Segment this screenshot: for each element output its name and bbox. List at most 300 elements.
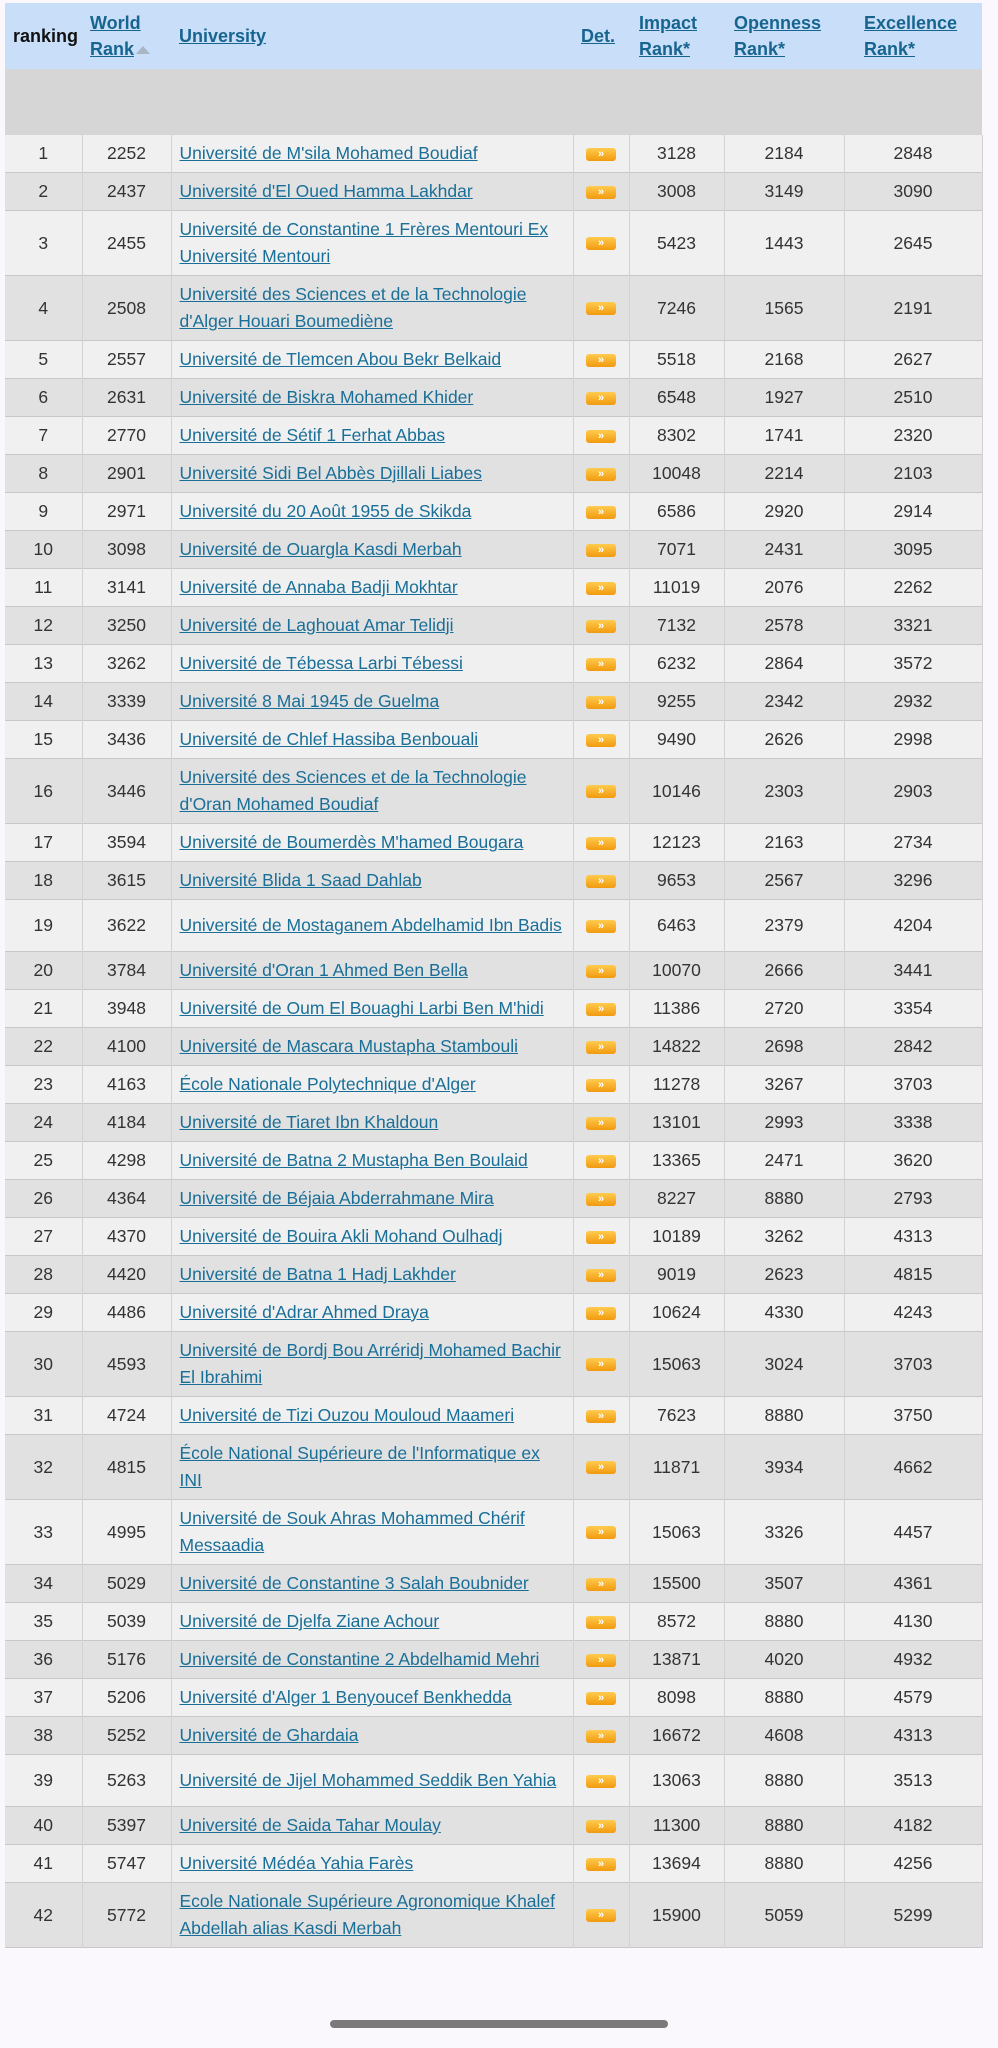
header-openness-rank[interactable] [724,3,844,69]
rank-cell: 6 [5,379,82,417]
world-rank-cell: 4995 [82,1500,171,1565]
university-link[interactable]: Université de Constantine 2 Abdelhamid Mehri [179,1649,540,1669]
header-det[interactable] [573,3,629,69]
table-row [5,645,982,683]
impact-rank-cell: 8572 [629,1603,724,1641]
impact-label-2: Rank* [639,39,691,59]
impact-rank-cell: 5518 [629,341,724,379]
university-link[interactable]: Université de Djelfa Ziane Achour [179,1611,440,1631]
university-cell [171,1218,573,1256]
university-link[interactable]: Université de Ouargla Kasdi Merbah [179,539,462,559]
world-rank-cell: 5206 [82,1679,171,1717]
table-row [5,417,982,455]
university-link[interactable]: Université Blida 1 Saad Dahlab [179,870,422,890]
rank-cell: 4 [5,276,82,341]
details-button[interactable]: » [586,1730,616,1743]
det-cell [573,417,629,455]
university-link[interactable]: Université de Annaba Badji Mokhtar [179,577,458,597]
excellence-rank-cell: 4313 [844,1218,982,1256]
impact-rank-cell: 13101 [629,1104,724,1142]
details-button[interactable]: » [586,785,616,798]
details-button[interactable]: » [586,734,616,747]
det-cell [573,173,629,211]
impact-rank-cell: 12123 [629,824,724,862]
impact-rank-cell: 9019 [629,1256,724,1294]
university-link[interactable]: Université de Biskra Mohamed Khider [179,387,474,407]
world-rank-cell: 3615 [82,862,171,900]
details-button[interactable]: » [586,237,616,250]
table-row [5,990,982,1028]
university-link[interactable]: Université des Sciences et de la Technologie d'Alger Houari Boumediène [179,284,527,331]
det-cell [573,1807,629,1845]
rank-cell: 14 [5,683,82,721]
impact-rank-cell: 8302 [629,417,724,455]
world-rank-cell: 2557 [82,341,171,379]
details-button[interactable]: » [586,1410,616,1423]
university-link[interactable]: Université de Tébessa Larbi Tébessi [179,653,463,673]
openness-rank-cell: 4020 [724,1641,844,1679]
det-cell [573,900,629,952]
openness-rank-cell: 2303 [724,759,844,824]
det-cell [573,1142,629,1180]
header-world-rank[interactable] [82,3,171,69]
world-rank-cell: 4298 [82,1142,171,1180]
university-link[interactable]: Université de M'sila Mohamed Boudiaf [179,143,478,163]
details-button[interactable]: » [586,1041,616,1054]
rank-cell: 42 [5,1883,82,1948]
header-divider [5,69,982,135]
openness-rank-cell: 2720 [724,990,844,1028]
university-cell [171,645,573,683]
university-cell [171,1066,573,1104]
details-button[interactable]: » [586,506,616,519]
world-rank-cell: 4420 [82,1256,171,1294]
table-row [5,1641,982,1679]
table-row [5,900,982,952]
table-row [5,607,982,645]
university-cell [171,607,573,645]
ranking-table-container [5,3,982,1948]
world-rank-cell: 4184 [82,1104,171,1142]
det-cell [573,1679,629,1717]
impact-label-1: Impact [639,13,698,33]
openness-rank-cell: 2864 [724,645,844,683]
det-cell [573,1603,629,1641]
excellence-rank-cell: 2510 [844,379,982,417]
university-link[interactable]: Université d'Oran 1 Ahmed Ben Bella [179,960,468,980]
det-cell [573,1565,629,1603]
openness-rank-cell: 2578 [724,607,844,645]
openness-rank-cell: 2626 [724,721,844,759]
university-link[interactable]: Université des Sciences et de la Technologie d'Oran Mohamed Boudiaf [179,767,527,814]
rank-cell: 30 [5,1332,82,1397]
details-button[interactable]: » [586,1909,616,1922]
world-rank-cell: 4163 [82,1066,171,1104]
table-row [5,1603,982,1641]
world-rank-cell: 5252 [82,1717,171,1755]
university-link[interactable]: Université Médéa Yahia Farès [179,1853,414,1873]
rank-cell: 18 [5,862,82,900]
openness-rank-cell: 3149 [724,173,844,211]
openness-rank-cell: 8880 [724,1397,844,1435]
impact-rank-cell: 9490 [629,721,724,759]
university-link[interactable]: Université de Tizi Ouzou Mouloud Maameri [179,1405,515,1425]
details-button[interactable]: » [586,1155,616,1168]
university-cell [171,824,573,862]
excellence-rank-cell: 4182 [844,1807,982,1845]
rank-cell: 17 [5,824,82,862]
university-link[interactable]: Université de Mostaganem Abdelhamid Ibn Badis [179,915,562,935]
world-rank-cell: 2455 [82,211,171,276]
university-link[interactable]: Université de Mascara Mustapha Stambouli [179,1036,518,1056]
excellence-sort-link[interactable] [864,13,957,59]
world-rank-label-1: World [90,13,141,33]
det-cell [573,1294,629,1332]
university-link[interactable]: Université de Batna 2 Mustapha Ben Boulaid [179,1150,528,1170]
university-cell [171,900,573,952]
university-link[interactable]: Université de Oum El Bouaghi Larbi Ben M'hidi [179,998,544,1018]
world-rank-cell: 2901 [82,455,171,493]
university-cell [171,1397,573,1435]
university-link[interactable]: Université de Laghouat Amar Telidji [179,615,454,635]
details-button[interactable]: » [586,1231,616,1244]
details-button[interactable]: » [586,1461,616,1474]
excellence-rank-cell: 2842 [844,1028,982,1066]
table-row [5,1256,982,1294]
table-row [5,1679,982,1717]
excellence-rank-cell: 2191 [844,276,982,341]
impact-rank-cell: 13365 [629,1142,724,1180]
excellence-rank-cell: 2848 [844,135,982,173]
excellence-rank-cell: 3750 [844,1397,982,1435]
rank-cell: 37 [5,1679,82,1717]
details-button[interactable]: » [586,1079,616,1092]
table-row [5,1845,982,1883]
university-link[interactable]: École Nationale Polytechnique d'Alger [179,1074,476,1094]
world-rank-cell: 3250 [82,607,171,645]
det-cell [573,759,629,824]
university-link[interactable]: Université de Souk Ahras Mohammed Chérif Messaadia [179,1508,525,1555]
openness-rank-cell: 1741 [724,417,844,455]
excellence-rank-cell: 3354 [844,990,982,1028]
impact-rank-cell: 7623 [629,1397,724,1435]
university-cell [171,1679,573,1717]
details-button[interactable]: » [586,1654,616,1667]
world-rank-cell: 5029 [82,1565,171,1603]
det-cell [573,569,629,607]
details-button[interactable]: » [586,837,616,850]
impact-rank-cell: 7246 [629,276,724,341]
table-body [5,135,982,1948]
details-button[interactable]: » [586,920,616,933]
details-button[interactable]: » [586,1358,616,1371]
university-link[interactable]: Université de Jijel Mohammed Seddik Ben Yahia [179,1770,557,1790]
det-cell [573,1332,629,1397]
openness-rank-cell: 5059 [724,1883,844,1948]
impact-rank-cell: 10070 [629,952,724,990]
university-cell [171,417,573,455]
excellence-rank-cell: 3338 [844,1104,982,1142]
excellence-rank-cell: 2262 [844,569,982,607]
openness-rank-cell: 3934 [724,1435,844,1500]
university-cell [171,379,573,417]
university-cell [171,1256,573,1294]
university-cell [171,862,573,900]
university-link[interactable]: École National Supérieure de l'Informatique ex INI [179,1443,540,1490]
details-button[interactable]: » [586,1193,616,1206]
openness-rank-cell: 1443 [724,211,844,276]
university-cell [171,1603,573,1641]
impact-rank-cell: 15500 [629,1565,724,1603]
details-button[interactable]: » [586,1003,616,1016]
rank-cell: 40 [5,1807,82,1845]
det-cell [573,455,629,493]
rank-cell: 32 [5,1435,82,1500]
university-cell [171,1500,573,1565]
impact-rank-cell: 11300 [629,1807,724,1845]
university-cell [171,759,573,824]
university-link[interactable]: Université de Saida Tahar Moulay [179,1815,441,1835]
details-button[interactable]: » [586,1820,616,1833]
excellence-rank-cell: 4204 [844,900,982,952]
openness-rank-cell: 8880 [724,1807,844,1845]
university-cell [171,1755,573,1807]
excellence-label-1: Excellence [864,13,958,33]
table-row [5,173,982,211]
table-row [5,721,982,759]
world-rank-cell: 5176 [82,1641,171,1679]
impact-rank-cell: 6548 [629,379,724,417]
details-button[interactable]: » [586,1578,616,1591]
impact-rank-cell: 3128 [629,135,724,173]
openness-rank-cell: 3326 [724,1500,844,1565]
university-link[interactable]: Université de Sétif 1 Ferhat Abbas [179,425,446,445]
det-cell [573,824,629,862]
table-row [5,759,982,824]
rank-cell: 9 [5,493,82,531]
world-rank-cell: 2770 [82,417,171,455]
details-button[interactable]: » [586,875,616,888]
rank-cell: 38 [5,1717,82,1755]
openness-rank-cell: 2168 [724,341,844,379]
university-cell [171,1565,573,1603]
rank-cell: 8 [5,455,82,493]
rank-cell: 12 [5,607,82,645]
impact-rank-cell: 7071 [629,531,724,569]
rank-cell: 10 [5,531,82,569]
table-row [5,1755,982,1807]
university-cell [171,341,573,379]
table-row [5,1066,982,1104]
university-cell [171,1807,573,1845]
university-link[interactable]: Université 8 Mai 1945 de Guelma [179,691,440,711]
excellence-rank-cell: 4361 [844,1565,982,1603]
det-cell [573,135,629,173]
excellence-rank-cell: 3620 [844,1142,982,1180]
impact-rank-cell: 6586 [629,493,724,531]
details-button[interactable]: » [586,148,616,161]
details-button[interactable]: » [586,1117,616,1130]
details-button[interactable]: » [586,430,616,443]
details-button[interactable]: » [586,965,616,978]
details-button[interactable]: » [586,186,616,199]
details-button[interactable]: » [586,1692,616,1705]
excellence-rank-cell: 2932 [844,683,982,721]
impact-rank-cell: 10624 [629,1294,724,1332]
university-link[interactable]: Université d'Alger 1 Benyoucef Benkhedda [179,1687,512,1707]
university-link[interactable]: Université de Tlemcen Abou Bekr Belkaid [179,349,502,369]
details-button[interactable]: » [586,658,616,671]
details-button[interactable]: » [586,1858,616,1871]
world-rank-cell: 4486 [82,1294,171,1332]
det-cell [573,211,629,276]
table-row [5,1142,982,1180]
openness-rank-cell: 2471 [724,1142,844,1180]
world-rank-cell: 3446 [82,759,171,824]
det-cell [573,1845,629,1883]
details-button[interactable]: » [586,620,616,633]
university-link[interactable]: Université de Ghardaia [179,1725,359,1745]
university-cell [171,1294,573,1332]
university-cell [171,990,573,1028]
university-cell [171,1717,573,1755]
openness-rank-cell: 8880 [724,1679,844,1717]
details-button[interactable]: » [586,544,616,557]
impact-rank-cell: 10189 [629,1218,724,1256]
table-row [5,1028,982,1066]
university-link[interactable]: Université de Bouira Akli Mohand Oulhadj [179,1226,503,1246]
rank-cell: 3 [5,211,82,276]
impact-rank-cell: 10048 [629,455,724,493]
details-button[interactable]: » [586,468,616,481]
impact-rank-cell: 8098 [629,1679,724,1717]
table-row [5,1294,982,1332]
university-link[interactable]: Université de Boumerdès M'hamed Bougara [179,832,524,852]
sort-ascending-icon [136,46,150,54]
details-button[interactable]: » [586,354,616,367]
impact-rank-cell: 15900 [629,1883,724,1948]
world-rank-cell: 3948 [82,990,171,1028]
university-sort-link[interactable]: University [179,26,267,46]
details-button[interactable]: » [586,1616,616,1629]
impact-rank-cell: 7132 [629,607,724,645]
rank-cell: 35 [5,1603,82,1641]
excellence-rank-cell: 4932 [844,1641,982,1679]
university-link[interactable]: Université de Béjaia Abderrahmane Mira [179,1188,494,1208]
excellence-rank-cell: 2998 [844,721,982,759]
table-row [5,1218,982,1256]
details-button[interactable]: » [586,1269,616,1282]
university-link[interactable]: Université d'Adrar Ahmed Draya [179,1302,429,1322]
university-link[interactable]: Université de Constantine 1 Frères Mentouri Ex Université Mentouri [179,219,549,266]
rank-cell: 11 [5,569,82,607]
det-cell [573,1218,629,1256]
world-rank-cell: 3141 [82,569,171,607]
excellence-rank-cell: 2627 [844,341,982,379]
world-rank-cell: 4593 [82,1332,171,1397]
header-impact-rank[interactable] [629,3,724,69]
world-rank-cell: 4100 [82,1028,171,1066]
details-button[interactable]: » [586,1775,616,1788]
details-button[interactable]: » [586,302,616,315]
header-excellence-rank[interactable] [844,3,982,69]
university-link[interactable]: Université de Batna 1 Hadj Lakhder [179,1264,456,1284]
university-cell [171,1641,573,1679]
table-row [5,531,982,569]
impact-rank-cell: 13063 [629,1755,724,1807]
excellence-rank-cell: 2903 [844,759,982,824]
openness-rank-cell: 3267 [724,1066,844,1104]
world-rank-cell: 3594 [82,824,171,862]
excellence-rank-cell: 3572 [844,645,982,683]
details-button[interactable]: » [586,696,616,709]
world-rank-sort-link[interactable] [90,13,141,59]
table-row [5,1500,982,1565]
details-button[interactable]: » [586,582,616,595]
rank-cell: 13 [5,645,82,683]
det-cell [573,1500,629,1565]
world-rank-cell: 4364 [82,1180,171,1218]
gesture-navigation-bar[interactable] [330,2020,668,2028]
openness-rank-cell: 2920 [724,493,844,531]
rank-cell: 26 [5,1180,82,1218]
university-cell [171,135,573,173]
header-university[interactable] [171,3,573,69]
excellence-rank-cell: 4243 [844,1294,982,1332]
impact-rank-cell: 11019 [629,569,724,607]
university-link[interactable]: Université de Chlef Hassiba Benbouali [179,729,479,749]
impact-sort-link[interactable] [639,13,697,59]
openness-rank-cell: 2163 [724,824,844,862]
rank-cell: 15 [5,721,82,759]
university-link[interactable]: Université de Tiaret Ibn Khaldoun [179,1112,439,1132]
openness-rank-cell: 2567 [724,862,844,900]
university-link[interactable]: Université du 20 Août 1955 de Skikda [179,501,472,521]
details-button[interactable]: » [586,392,616,405]
excellence-rank-cell: 2645 [844,211,982,276]
rank-cell: 1 [5,135,82,173]
excellence-rank-cell: 4457 [844,1500,982,1565]
university-cell [171,1180,573,1218]
openness-sort-link[interactable] [734,13,821,59]
impact-rank-cell: 8227 [629,1180,724,1218]
university-link[interactable]: Université Sidi Bel Abbès Djillali Liabes [179,463,483,483]
table-row [5,862,982,900]
university-link[interactable]: Université de Bordj Bou Arréridj Mohamed Bachir El Ibrahimi [179,1340,561,1387]
university-link[interactable]: Université d'El Oued Hamma Lakhdar [179,181,473,201]
openness-rank-cell: 2184 [724,135,844,173]
university-link[interactable]: Université de Constantine 3 Salah Boubnider [179,1573,529,1593]
det-cell [573,531,629,569]
table-row [5,379,982,417]
openness-rank-cell: 2993 [724,1104,844,1142]
university-cell [171,683,573,721]
excellence-rank-cell: 3095 [844,531,982,569]
det-cell [573,493,629,531]
openness-rank-cell: 2342 [724,683,844,721]
rank-cell: 22 [5,1028,82,1066]
details-button[interactable]: » [586,1307,616,1320]
details-button[interactable]: » [586,1526,616,1539]
table-row [5,683,982,721]
openness-rank-cell: 1565 [724,276,844,341]
university-cell [171,1435,573,1500]
impact-rank-cell: 11386 [629,990,724,1028]
world-rank-label-2: Rank [90,39,135,59]
university-link[interactable]: Ecole Nationale Supérieure Agronomique Khalef Abdellah alias Kasdi Merbah [179,1891,556,1938]
det-sort-link[interactable]: Det. [581,26,616,46]
impact-rank-cell: 5423 [629,211,724,276]
